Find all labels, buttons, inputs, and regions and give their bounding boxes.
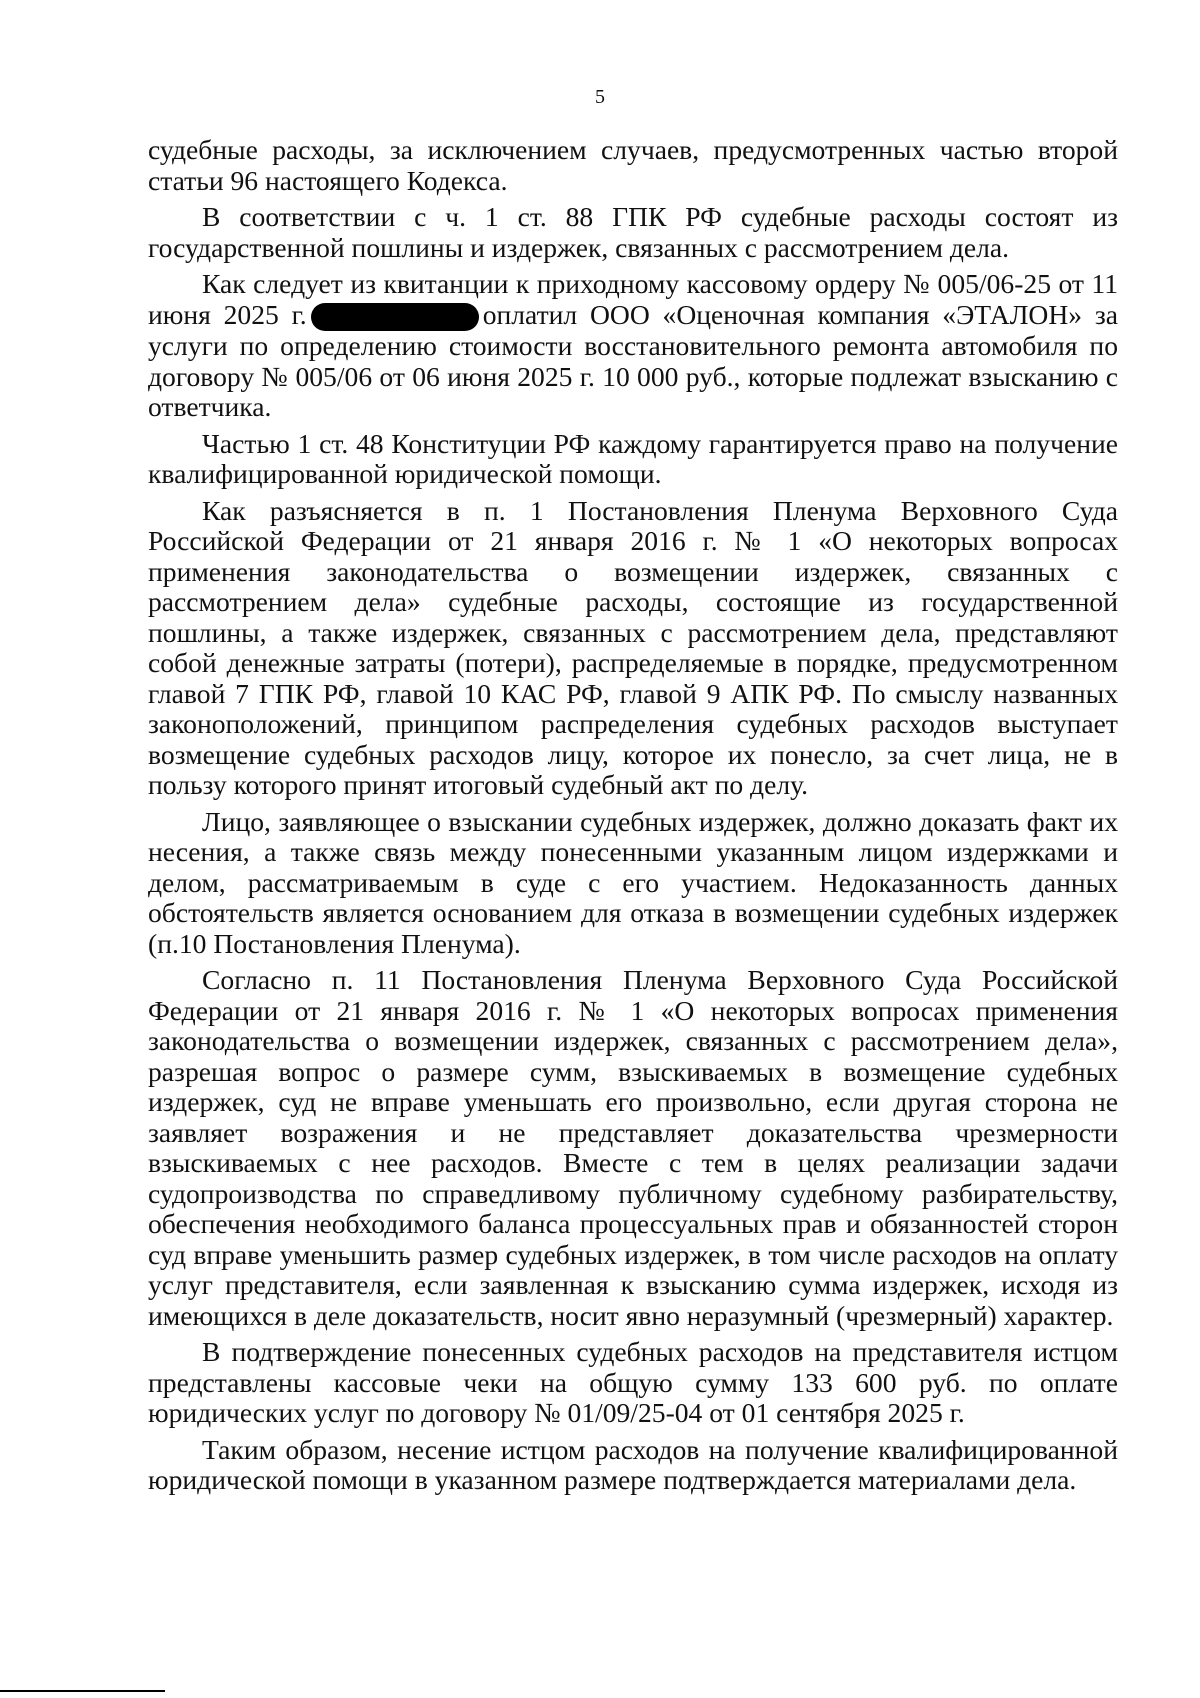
paragraph-plenum-p11: Согласно п. 11 Постановления Пленума Верховного Суда Российской Федерации от 21 января 2016 г. № 1 «О некоторых вопросах применения законодательства о возмещении издержек, связанных с рассмотрением дела», разрешая вопрос о размере сумм, взыскиваемых в возмещение судебных издержек, суд не вправе уменьшать его произвольно, если другая сторона не заявляет возражения и не представляет доказательства чрезмерности взыскиваемых с нее расходов. Вместе с тем в целях реализации задачи судопроизводства по справедливому публичному судебному разбирательству, обеспечения необходимого баланса процессуальных прав и обязанностей сторон суд вправе уменьшить размер судебных издержек, в том числе расходов на оплату услуг представителя, если заявленная к взысканию сумма издержек, исходя из имеющихся в деле доказательств, носит явно неразумный (чрезмерный) характер.: [148, 964, 1118, 1331]
document-body: [148, 135, 1118, 1502]
paragraph-gpk-88: В соответствии с ч. 1 ст. 88 ГПК РФ судебные расходы состоят из государственной пошлины и издержек, связанных с рассмотрением дела.: [148, 201, 1118, 263]
paragraph-continuation: судебные расходы, за исключением случаев, предусмотренных частью второй статьи 96 настоящего Кодекса.: [148, 134, 1118, 196]
paragraph-conclusion: Таким образом, несение истцом расходов на получение квалифицированной юридической помощи в указанном размере подтверждается материалами дела.: [148, 1433, 1118, 1496]
receipt-text-before: Как следует из квитанции к приходному кассовому ордеру № 005/06-25 от 11 июня 2025 г.: [148, 268, 1118, 330]
paragraph-receipts-total: В подтверждение понесенных судебных расходов на представителя истцом представлены кассовые чеки на общую сумму 133 600 руб. по оплате юридических услуг по договору № 01/09/25-04 от 01 сентября 2025 г.: [148, 1336, 1118, 1429]
redaction-mark: [311, 303, 479, 331]
paragraph-constitution: Частью 1 ст. 48 Конституции РФ каждому гарантируется право на получение квалифицированной юридической помощи.: [148, 427, 1118, 490]
paragraph-burden-of-proof: Лицо, заявляющее о взыскании судебных издержек, должно доказать факт их несения, а также связь между понесенными указанным лицом издержками и делом, рассматриваемым в суде с его участием. Недоказанность данных обстоятельств является основанием для отказа в возмещении судебных издержек (п.10 Постановления Пленума).: [148, 805, 1118, 959]
receipt-text-after: оплатил ООО «Оценочная компания «ЭТАЛОН» за услуги по определению стоимости восстановительного ремонта автомобиля по договору № 005/06 от 06 июня 2025 г. 10 000 руб., которые подлежат взысканию с ответчика.: [148, 298, 1118, 423]
footnote-divider: [0, 1690, 165, 1692]
paragraph-plenum-p1: Как разъясняется в п. 1 Постановления Пленума Верховного Суда Российской Федерации от 21 января 2016 г. № 1 «О некоторых вопросах применения законодательства о возмещении издержек, связанных с рассмотрением дела» судебные расходы, состоящие из государственной пошлины, а также издержек, связанных с рассмотрением дела, представляют собой денежные затраты (потери), распределяемые в порядке, предусмотренном главой 7 ГПК РФ, главой 10 КАС РФ, главой 9 АПК РФ. По смыслу названных законоположений, принципом распределения судебных расходов выступает возмещение судебных расходов лицу, которое их понесло, за счет лица, не в пользу которого принят итоговый судебный акт по делу.: [148, 494, 1118, 801]
paragraph-receipt: [148, 269, 1118, 423]
page-number: 5: [595, 86, 605, 108]
